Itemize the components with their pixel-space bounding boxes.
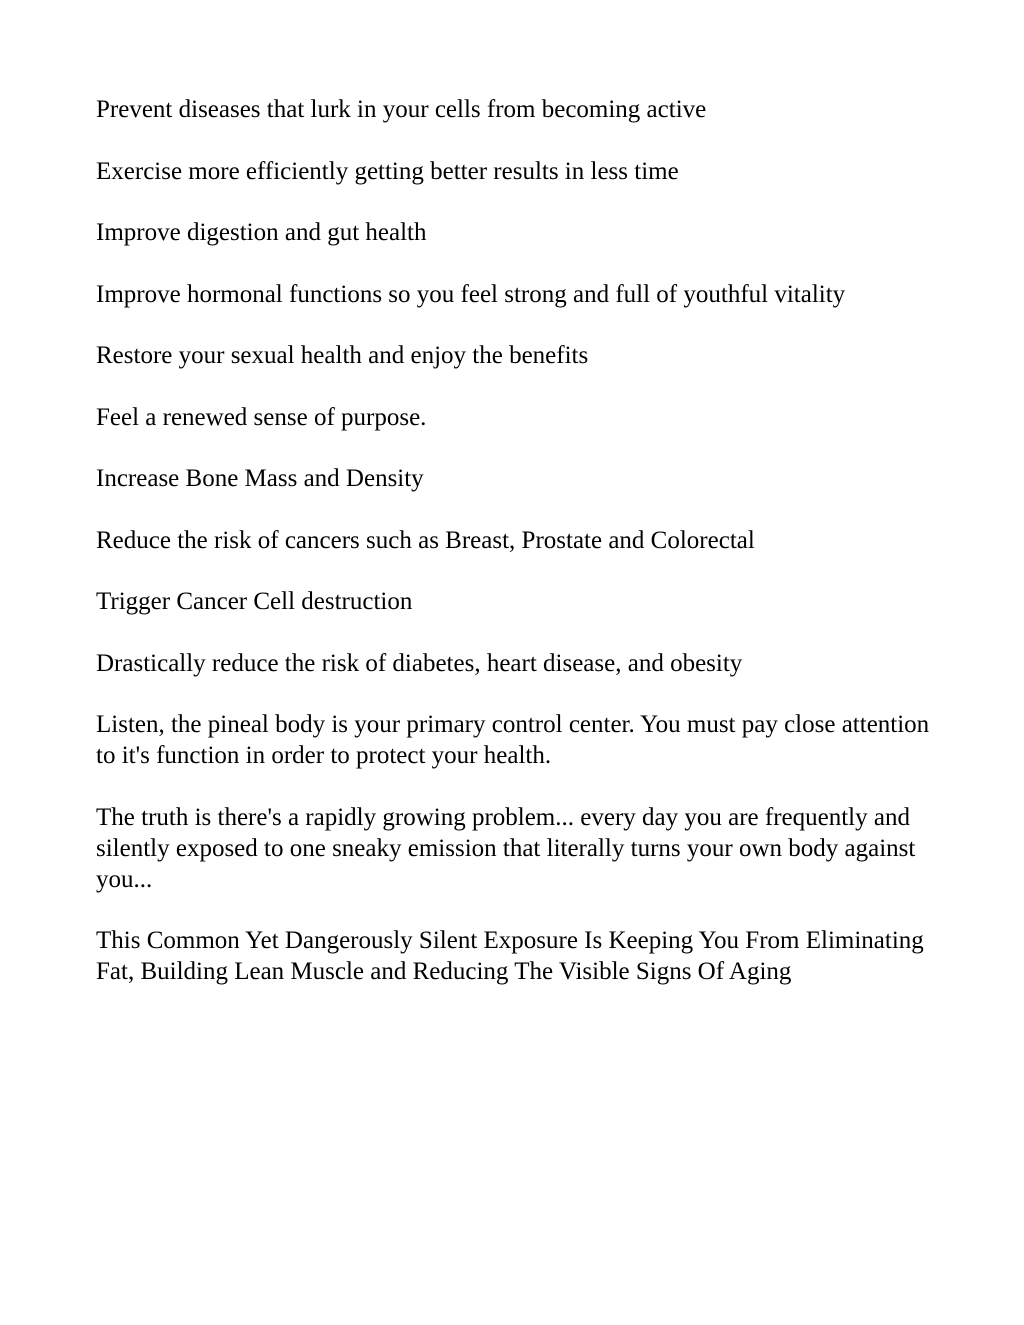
paragraph-sexual-health: Restore your sexual health and enjoy the benefits — [96, 342, 589, 369]
paragraph-cancer-risk: Reduce the risk of cancers such as Breast, Prostate and Colorectal — [96, 526, 755, 554]
paragraph-silent-exposure: This Common Yet Dangerously Silent Exposure Is Keeping You From Eliminating Fat, Building Lean Muscle and Reducing The Visible Signs Of Aging — [96, 927, 924, 985]
paragraph-exercise: Exercise more efficiently getting better results in less time — [96, 157, 679, 185]
paragraph-digestion: Improve digestion and gut health — [96, 219, 427, 246]
paragraph-bone-mass: Increase Bone Mass and Density — [96, 465, 424, 492]
paragraph-cancer-cell: Trigger Cancer Cell destruction — [96, 588, 413, 615]
paragraph-pineal-body: Listen, the pineal body is your primary control center. You must pay close attention to it's function in order to protect your health. — [96, 711, 930, 769]
paragraph-diabetes: Drastically reduce the risk of diabetes, heart disease, and obesity — [96, 649, 743, 677]
paragraph-purpose: Feel a renewed sense of purpose. — [96, 403, 427, 431]
paragraph-hormonal: Improve hormonal functions so you feel strong and full of youthful vitality — [96, 280, 846, 308]
paragraph-prevent-diseases: Prevent diseases that lurk in your cells from becoming active — [96, 96, 707, 123]
paragraph-growing-problem: The truth is there's a rapidly growing problem... every day you are frequently and silently exposed to one sneaky emission that literally turns your own body against you... — [96, 803, 916, 893]
document-body — [96, 94, 936, 1018]
